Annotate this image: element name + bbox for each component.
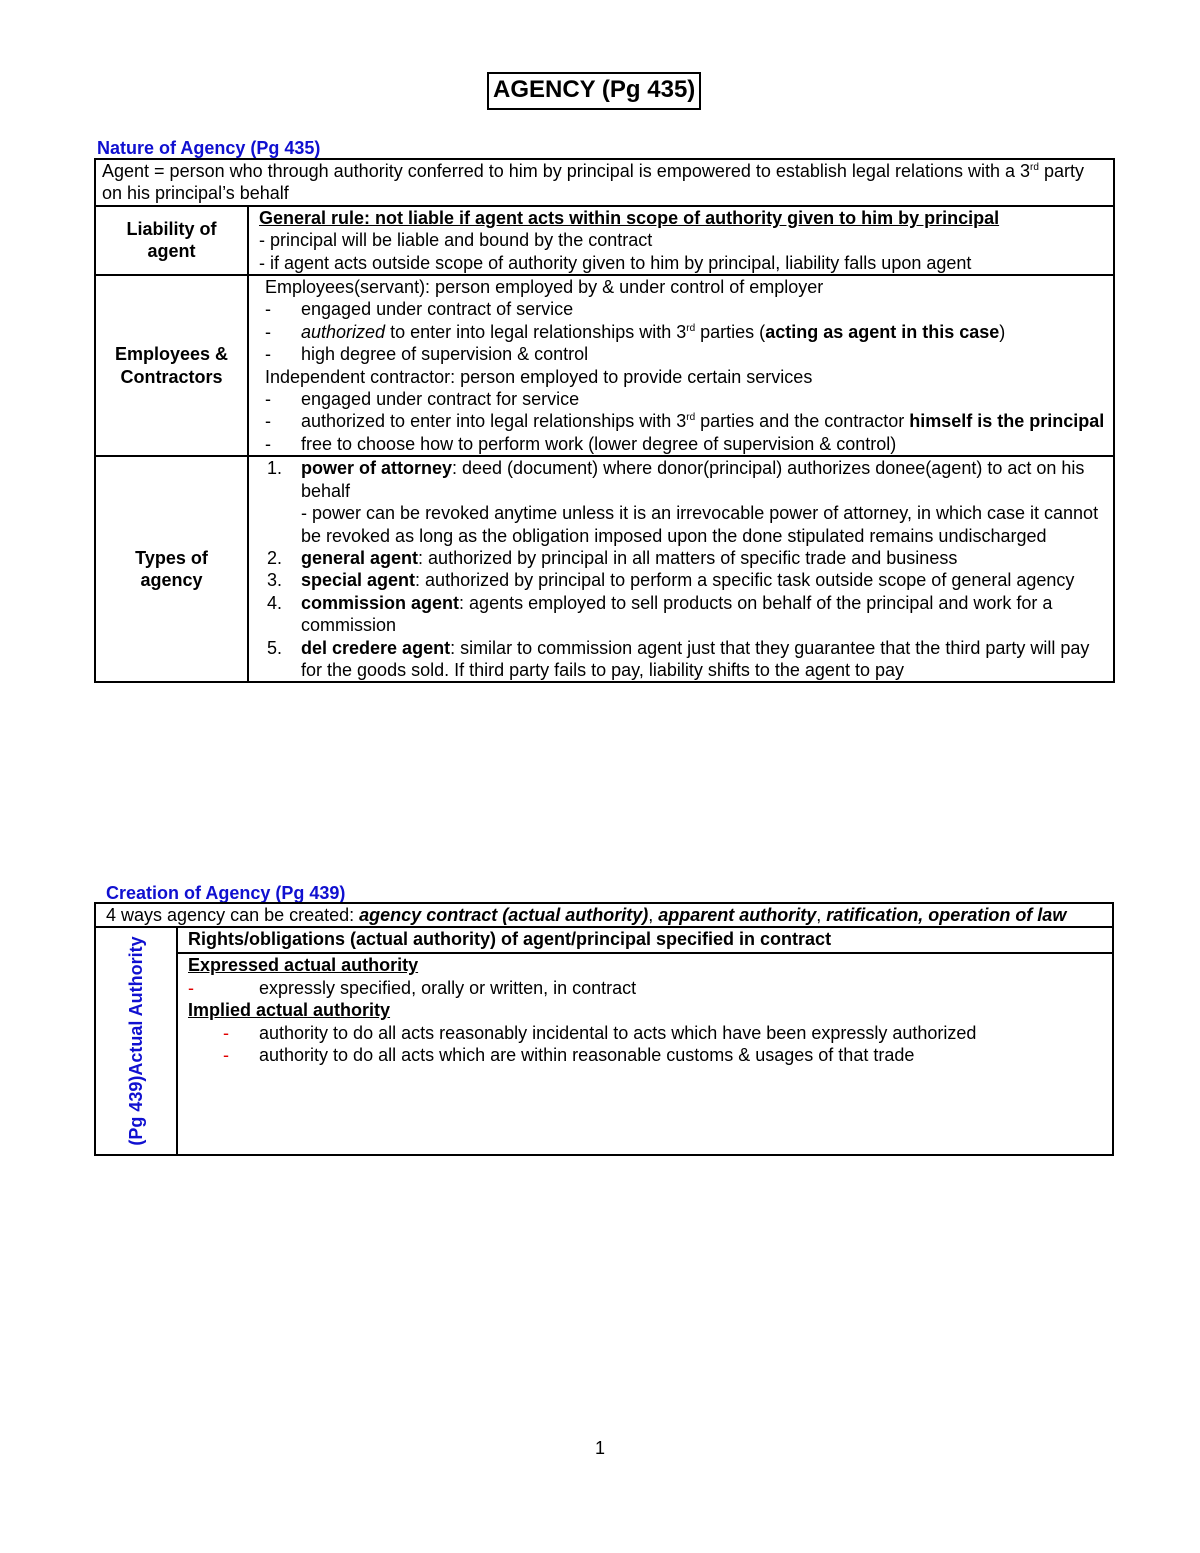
list-text: engaged under contract for service [301,389,580,410]
liability-cell [248,206,1114,275]
page-title: AGENCY (Pg 435) [487,72,701,110]
term: general agent [301,547,419,568]
term: commission agent [301,592,460,613]
italic-text: authorized [301,321,386,342]
list-item [261,592,1107,637]
text: - power can be revoked anytime unless it is an irrevocable power of attorney, in which case it cannot be revoked as long as the obligation imposed upon the done stipulated remains undischarged [301,503,1099,546]
list-number: 3. [267,570,283,591]
page-number: 1 [594,1438,605,1458]
text: : deed (document) where donor(principal) authorizes donee(agent) to act on his behalf [301,458,1085,501]
dash: - [265,389,271,410]
list-item [188,1044,1106,1066]
authority-cell [177,953,1113,1155]
text: : authorized by principal to perform a specific task outside scope of general agency [415,570,1075,591]
text: : similar to commission agent just that they guarantee that the third party will pay for the goods sold. If third party fails to pay, liability shifts to the agent to pay [301,637,1090,680]
text: : authorized by principal in all matters of specific trade and business [418,547,958,568]
list-number: 2. [267,547,283,568]
superscript: rd [1030,162,1039,173]
creation-intro-cell [95,903,1113,927]
bold-italic-text: agency contract (actual authority) [359,905,649,925]
creation-of-agency-table [94,902,1114,1156]
expressed-heading: Expressed actual authority [188,955,419,976]
list-item [188,977,1106,999]
list-item [261,637,1107,682]
text: : agents employed to sell products on behalf of the principal and work for a commission [301,592,1053,636]
list-text [301,410,1107,432]
dash: - [265,433,271,454]
list-text [301,637,1107,682]
list-text: authority to do all acts reasonably incidental to acts which have been expressly authorized [259,1022,977,1043]
bold-italic-text: apparent authority [658,905,817,925]
list-number: 4. [267,592,283,613]
dash: - [265,321,271,342]
section-heading-nature: Nature of Agency (Pg 435) [97,138,321,158]
list-item [265,388,1107,410]
list-item [261,457,1107,547]
dash: - [265,344,271,365]
list-item [265,298,1107,320]
contractor-heading: Independent contractor: person employed to provide certain services [265,366,813,387]
list-item [188,1022,1106,1044]
term: special agent [301,570,416,591]
liability-line: - principal will be liable and bound by the contract [259,230,653,251]
text: ) [999,321,1006,342]
agent-definition-text-end: party on his principal’s behalf [102,161,1084,204]
text: to enter into legal relationships with 3 [385,321,687,342]
term: power of attorney [301,458,453,479]
list-number: 1. [267,458,283,479]
list-item [265,321,1107,343]
section-heading-creation: Creation of Agency (Pg 439) [106,883,346,903]
implied-heading: Implied actual authority [188,1000,391,1021]
employee-heading: Employees(servant): person employed by & under control of employer [265,277,824,298]
side-label-cell [95,927,177,1155]
text: , [648,905,659,925]
dash: - [188,977,194,998]
row-heading: Rights/obligations (actual authority) of agent/principal specified in contract [177,927,1113,953]
text: parties and the contractor [695,411,910,432]
list-text: expressly specified, orally or written, in contract [259,977,637,998]
dash: - [223,1045,229,1066]
list-text [301,569,1107,591]
superscript: rd [686,412,696,424]
dash: - [265,299,271,320]
agent-definition-text: Agent = person who through authority conferred to him by principal is empowered to establish legal relations with a 3 [102,161,1031,181]
employees-label: Employees & Contractors [95,275,248,456]
agent-definition-cell [95,159,1114,206]
list-item [261,547,1107,569]
bold-text: himself is the principal [909,411,1105,432]
list-item [265,410,1107,432]
text: parties ( [695,321,766,342]
employees-cell [248,275,1114,456]
text: , [816,905,827,925]
types-label: Types of agency [95,456,248,682]
list-text [301,321,1107,343]
list-text: engaged under contract of service [301,299,574,320]
dash: - [223,1022,229,1043]
text: 4 ways agency can be created: [106,905,360,925]
superscript: rd [686,322,696,334]
term: del credere agent [301,637,451,658]
dash: - [265,411,271,432]
list-text [301,457,1107,547]
list-text: high degree of supervision & control [301,344,589,365]
nature-of-agency-table [94,158,1115,683]
liability-rule: General rule: not liable if agent acts within scope of authority given to him by principal [259,207,1000,228]
list-text [301,592,1107,637]
list-text [301,547,1107,569]
list-item [265,433,1107,455]
side-label: (Pg 439)Actual Authority [125,936,146,1147]
liability-label: Liability of agent [95,206,248,275]
list-text: free to choose how to perform work (lower degree of supervision & control) [301,433,897,454]
list-text: authority to do all acts which are within reasonable customs & usages of that trade [259,1045,915,1066]
text: authorized to enter into legal relationships with 3 [301,411,687,432]
liability-line: - if agent acts outside scope of authority given to him by principal, liability falls upon agent [259,252,972,273]
types-cell [248,456,1114,682]
list-item [265,343,1107,365]
bold-italic-text: ratification, operation of law [826,905,1067,925]
list-number: 5. [267,637,283,658]
list-item [261,569,1107,591]
bold-text: acting as agent in this case [765,321,1000,342]
